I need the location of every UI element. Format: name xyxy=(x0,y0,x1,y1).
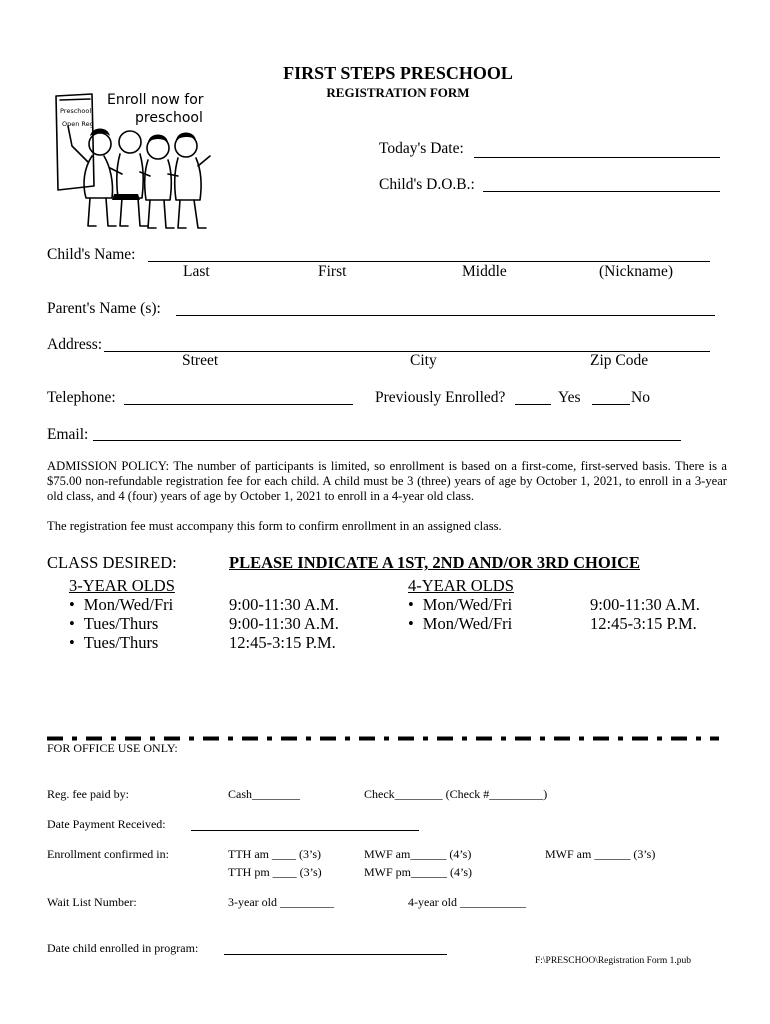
three-year-time-3: 12:45-3:15 P.M. xyxy=(229,633,336,652)
childs-dob-label: Child's D.O.B.: xyxy=(379,176,475,193)
childs-name-label: Child's Name: xyxy=(47,246,136,263)
three-year-days-3: • Tues/Thurs xyxy=(69,633,158,653)
file-path: F:\PRESCHOO\Registration Form 1.pub xyxy=(535,956,691,966)
poster-text-1: Preschool xyxy=(60,107,92,115)
tth-pm-field[interactable]: TTH pm ____ (3’s) xyxy=(228,865,322,879)
mwf-am-4-field[interactable]: MWF am______ (4’s) xyxy=(364,847,472,861)
four-year-time-2: 12:45-3:15 P.M. xyxy=(590,614,697,633)
address-part-city: City xyxy=(410,352,437,369)
clipart-caption-2: preschool xyxy=(135,110,203,126)
wait-list-label: Wait List Number: xyxy=(47,895,137,909)
telephone-field[interactable] xyxy=(124,404,353,405)
three-year-time-2: 9:00-11:30 A.M. xyxy=(229,614,339,633)
page-subtitle: REGISTRATION FORM xyxy=(326,85,470,100)
mwf-pm-4-field[interactable]: MWF pm______ (4’s) xyxy=(364,865,472,879)
four-year-heading: 4-YEAR OLDS xyxy=(408,576,514,595)
date-payment-label: Date Payment Received: xyxy=(47,817,166,831)
yes-field[interactable] xyxy=(515,404,551,405)
telephone-label: Telephone: xyxy=(47,389,116,406)
three-year-heading: 3-YEAR OLDS xyxy=(69,576,175,595)
reg-fee-label: Reg. fee paid by: xyxy=(47,787,129,801)
office-heading: FOR OFFICE USE ONLY: xyxy=(47,741,178,755)
address-part-zip: Zip Code xyxy=(590,352,649,369)
four-year-days-1: • Mon/Wed/Fri xyxy=(408,595,512,615)
tth-am-field[interactable]: TTH am ____ (3’s) xyxy=(228,847,321,861)
parents-name-label: Parent's Name (s): xyxy=(47,300,161,317)
choice-instruction: PLEASE INDICATE A 1ST, 2ND AND/OR 3RD CHOICE xyxy=(229,553,641,572)
mwf-am-3-field[interactable]: MWF am ______ (3’s) xyxy=(545,847,656,861)
email-field[interactable] xyxy=(93,440,681,441)
three-year-old-field[interactable]: 3-year old _________ xyxy=(228,895,334,909)
email-label: Email: xyxy=(47,426,89,443)
enrollment-confirmed-label: Enrollment confirmed in: xyxy=(47,847,169,861)
clipart-caption-1: Enroll now for xyxy=(107,92,204,108)
admission-policy: ADMISSION POLICY: The number of participants is limited, so enrollment is based on a first-come, first-served basis. There is a $75.00 non-refundable registration fee for each child. A child must be 3 (three) years of age by October 1, 2021, to enroll in a 3-year old class, and 4 (four) years of age by October 1, 2021 to enroll in a 4-year old class. xyxy=(47,459,727,503)
parents-name-field[interactable] xyxy=(176,315,715,316)
enroll-clipart xyxy=(52,86,217,236)
three-year-time-1: 9:00-11:30 A.M. xyxy=(229,595,339,614)
no-field[interactable] xyxy=(592,404,630,405)
previously-enrolled-label: Previously Enrolled? xyxy=(375,389,506,406)
four-year-days-2: • Mon/Wed/Fri xyxy=(408,614,512,634)
childs-name-field[interactable] xyxy=(148,261,710,262)
class-desired-label: CLASS DESIRED: xyxy=(47,553,177,572)
check-field[interactable]: Check________ (Check #_________) xyxy=(364,787,548,801)
date-enrolled-field[interactable] xyxy=(224,954,447,955)
todays-date-field[interactable] xyxy=(474,157,720,158)
poster-text-2: Open Reg xyxy=(62,120,94,128)
page-title: FIRST STEPS PRESCHOOL xyxy=(283,63,513,83)
name-part-last: Last xyxy=(183,263,210,280)
four-year-time-1: 9:00-11:30 A.M. xyxy=(590,595,700,614)
date-payment-field[interactable] xyxy=(191,830,419,831)
address-part-street: Street xyxy=(182,352,219,369)
office-divider xyxy=(47,728,719,733)
name-part-nickname: (Nickname) xyxy=(599,263,674,280)
yes-label: Yes xyxy=(558,389,581,406)
four-year-old-field[interactable]: 4-year old ___________ xyxy=(408,895,526,909)
name-part-middle: Middle xyxy=(462,263,507,280)
no-label: No xyxy=(631,389,650,406)
three-year-days-1: • Mon/Wed/Fri xyxy=(69,595,173,615)
fee-note: The registration fee must accompany this form to confirm enrollment in an assigned class. xyxy=(47,519,502,533)
date-enrolled-label: Date child enrolled in program: xyxy=(47,941,199,955)
name-part-first: First xyxy=(318,263,347,280)
address-label: Address: xyxy=(47,336,103,353)
childs-dob-field[interactable] xyxy=(483,191,720,192)
three-year-days-2: • Tues/Thurs xyxy=(69,614,158,634)
cash-field[interactable]: Cash________ xyxy=(228,787,300,801)
todays-date-label: Today's Date: xyxy=(379,140,464,157)
